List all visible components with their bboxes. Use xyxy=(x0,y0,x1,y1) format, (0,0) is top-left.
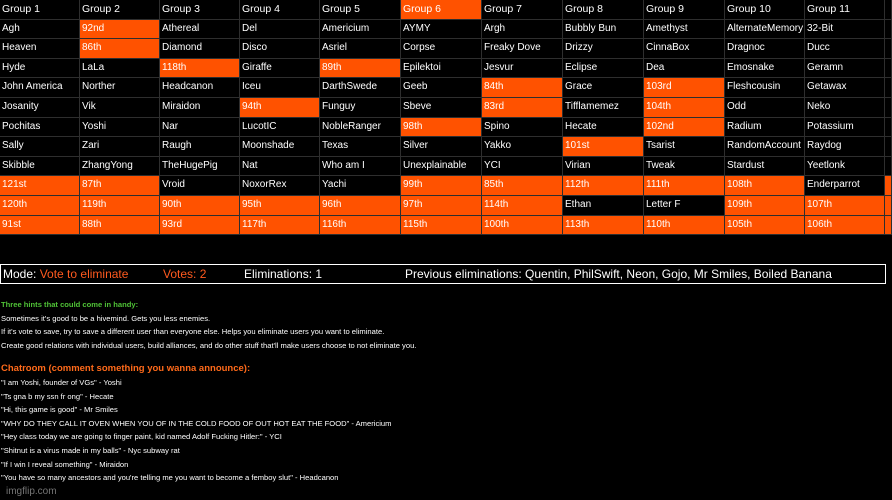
player-cell: Pochitas xyxy=(0,118,80,138)
player-cell: Spino xyxy=(482,118,563,138)
player-cell: Tsarist xyxy=(644,137,725,157)
player-cell: Yachi xyxy=(320,176,401,196)
player-cell: Nar xyxy=(160,118,240,138)
player-cell: Asriel xyxy=(320,39,401,59)
player-cell: 111th xyxy=(644,176,725,196)
spacer-cell xyxy=(885,98,892,118)
player-cell: Epilektoi xyxy=(401,59,482,79)
player-cell: NoxorRex xyxy=(240,176,320,196)
chat-message: "I am Yoshi, founder of VGs" - Yoshi xyxy=(1,378,122,387)
player-cell: Silver xyxy=(401,137,482,157)
player-cell: Giraffe xyxy=(240,59,320,79)
player-cell: 117th xyxy=(240,216,320,236)
player-cell: 95th xyxy=(240,196,320,216)
player-cell: Dea xyxy=(644,59,725,79)
player-cell: Moonshade xyxy=(240,137,320,157)
player-cell: 85th xyxy=(482,176,563,196)
player-cell: Raugh xyxy=(160,137,240,157)
chat-message: "WHY DO THEY CALL IT OVEN WHEN YOU OF IN THE COLD FOOD OF OUT HOT EAT THE FOOD" - Americium xyxy=(1,418,392,428)
chat-message: "Ts gna b my ssn fr ong" - Hecate xyxy=(1,391,114,401)
player-cell: LaLa xyxy=(80,59,160,79)
player-cell: Dragnoc xyxy=(725,39,805,59)
player-cell: 107th xyxy=(805,196,885,216)
mode-value: Vote to eliminate xyxy=(39,267,129,281)
player-cell: AlternateMemory xyxy=(725,20,805,40)
player-cell: Vik xyxy=(80,98,160,118)
player-cell: AYMY xyxy=(401,20,482,40)
player-cell: 116th xyxy=(320,216,401,236)
hints-section xyxy=(1,298,881,352)
player-cell: 105th xyxy=(725,216,805,236)
player-cell: 112th xyxy=(563,176,644,196)
hint-line: If it's vote to save, try to save a different user than everyone else. Helps you eliminate users you want to eliminate. xyxy=(1,327,385,337)
player-cell: Geramn xyxy=(805,59,885,79)
player-cell: 89th xyxy=(320,59,401,79)
player-cell: Texas xyxy=(320,137,401,157)
player-cell: YCI xyxy=(482,157,563,177)
status-bar xyxy=(0,264,886,284)
spacer-cell xyxy=(885,216,892,236)
chatroom-title: Chatroom (comment something you wanna announce): xyxy=(1,363,251,374)
previous-eliminations: Previous eliminations: Quentin, PhilSwift, Neon, Gojo, Mr Smiles, Boiled Banana xyxy=(405,267,832,281)
player-cell: 110th xyxy=(644,216,725,236)
player-cell: Tweak xyxy=(644,157,725,177)
chat-message: "Shitnut is a virus made in my balls" - Nyc subway rat xyxy=(1,445,180,455)
player-cell: 102nd xyxy=(644,118,725,138)
player-cell: Nat xyxy=(240,157,320,177)
chat-message: "You have so many ancestors and you're telling me you want to become a femboy slut" - Headcanon xyxy=(1,473,339,483)
group-header: Group 6 xyxy=(401,0,482,20)
player-cell: CinnaBox xyxy=(644,39,725,59)
player-cell: Neko xyxy=(805,98,885,118)
player-cell: Fleshcousin xyxy=(725,78,805,98)
spacer-cell xyxy=(885,78,892,98)
player-cell: 113th xyxy=(563,216,644,236)
spacer-cell xyxy=(885,20,892,40)
player-cell: Yoshi xyxy=(80,118,160,138)
hints-title: Three hints that could come in handy: xyxy=(1,300,139,309)
player-cell: DarthSwede xyxy=(320,78,401,98)
group-header: Group 1 xyxy=(0,0,80,20)
player-cell: 100th xyxy=(482,216,563,236)
player-cell: 83rd xyxy=(482,98,563,118)
imgflip-watermark: imgflip.com xyxy=(6,486,57,497)
player-cell: Hyde xyxy=(0,59,80,79)
group-header: Group 11 xyxy=(805,0,885,20)
mode-field xyxy=(3,265,128,283)
player-cell: Potassium xyxy=(805,118,885,138)
player-cell: Athereal xyxy=(160,20,240,40)
votes-count: Votes: 2 xyxy=(163,267,207,281)
player-cell: Freaky Dove xyxy=(482,39,563,59)
player-cell: Radium xyxy=(725,118,805,138)
player-cell: NobleRanger xyxy=(320,118,401,138)
player-cell: 32-Bit xyxy=(805,20,885,40)
chat-message: "If I win I reveal something" - Miraidon xyxy=(1,459,129,469)
player-cell: 115th xyxy=(401,216,482,236)
player-cell: LucotIC xyxy=(240,118,320,138)
player-cell: Headcanon xyxy=(160,78,240,98)
group-header: Group 9 xyxy=(644,0,725,20)
player-cell: Unexplainable xyxy=(401,157,482,177)
spacer-cell xyxy=(885,39,892,59)
player-cell: Stardust xyxy=(725,157,805,177)
player-cell: Tifflamemez xyxy=(563,98,644,118)
player-cell: Drizzy xyxy=(563,39,644,59)
player-cell: 98th xyxy=(401,118,482,138)
player-cell: Virian xyxy=(563,157,644,177)
player-cell: Disco xyxy=(240,39,320,59)
player-cell: 121st xyxy=(0,176,80,196)
group-header: Group 4 xyxy=(240,0,320,20)
player-cell: 120th xyxy=(0,196,80,216)
player-cell: Skibble xyxy=(0,157,80,177)
player-cell: Ethan xyxy=(563,196,644,216)
player-cell: Getawax xyxy=(805,78,885,98)
player-cell: Bubbly Bun xyxy=(563,20,644,40)
player-cell: Ducc xyxy=(805,39,885,59)
spacer-cell xyxy=(885,157,892,177)
spacer-cell xyxy=(885,0,892,20)
player-cell: Diamond xyxy=(160,39,240,59)
player-cell: 86th xyxy=(80,39,160,59)
player-cell: Amethyst xyxy=(644,20,725,40)
spacer-cell xyxy=(885,176,892,196)
player-cell: RandomAccount xyxy=(725,137,805,157)
player-cell: Argh xyxy=(482,20,563,40)
player-cell: 109th xyxy=(725,196,805,216)
player-cell: Yakko xyxy=(482,137,563,157)
player-cell: 92nd xyxy=(80,20,160,40)
player-cell: 84th xyxy=(482,78,563,98)
player-cell: Del xyxy=(240,20,320,40)
player-cell: 106th xyxy=(805,216,885,236)
player-cell: Sally xyxy=(0,137,80,157)
player-cell: TheHugePig xyxy=(160,157,240,177)
spacer-cell xyxy=(885,196,892,216)
player-cell: Enderparrot xyxy=(805,176,885,196)
group-header: Group 10 xyxy=(725,0,805,20)
player-cell: Zari xyxy=(80,137,160,157)
player-cell: 108th xyxy=(725,176,805,196)
player-cell: Josanity xyxy=(0,98,80,118)
player-cell: Eclipse xyxy=(563,59,644,79)
player-cell: 97th xyxy=(401,196,482,216)
groups-grid xyxy=(0,0,892,235)
player-cell: Sbeve xyxy=(401,98,482,118)
player-cell: Agh xyxy=(0,20,80,40)
player-cell: Raydog xyxy=(805,137,885,157)
player-cell: Yeetlonk xyxy=(805,157,885,177)
player-cell: Odd xyxy=(725,98,805,118)
spacer-cell xyxy=(885,118,892,138)
group-header: Group 5 xyxy=(320,0,401,20)
player-cell: John America xyxy=(0,78,80,98)
chatroom-section xyxy=(1,362,881,485)
player-cell: Grace xyxy=(563,78,644,98)
player-cell: Geeb xyxy=(401,78,482,98)
player-cell: Jesvur xyxy=(482,59,563,79)
player-cell: ZhangYong xyxy=(80,157,160,177)
player-cell: 88th xyxy=(80,216,160,236)
player-cell: Hecate xyxy=(563,118,644,138)
player-cell: 104th xyxy=(644,98,725,118)
player-cell: 91st xyxy=(0,216,80,236)
player-cell: 118th xyxy=(160,59,240,79)
spacer-cell xyxy=(885,137,892,157)
group-header: Group 7 xyxy=(482,0,563,20)
eliminations-count: Eliminations: 1 xyxy=(244,267,323,281)
group-header: Group 2 xyxy=(80,0,160,20)
player-cell: Who am I xyxy=(320,157,401,177)
player-cell: 99th xyxy=(401,176,482,196)
player-cell: Iceu xyxy=(240,78,320,98)
mode-label: Mode: xyxy=(3,267,37,281)
player-cell: 119th xyxy=(80,196,160,216)
player-cell: Vroid xyxy=(160,176,240,196)
chat-message: "Hi, this game is good" - Mr Smiles xyxy=(1,405,118,415)
player-cell: 103rd xyxy=(644,78,725,98)
spacer-cell xyxy=(885,59,892,79)
player-cell: Funguy xyxy=(320,98,401,118)
player-cell: 90th xyxy=(160,196,240,216)
player-cell: Letter F xyxy=(644,196,725,216)
player-cell: 94th xyxy=(240,98,320,118)
player-cell: 87th xyxy=(80,176,160,196)
player-cell: 101st xyxy=(563,137,644,157)
player-cell: Corpse xyxy=(401,39,482,59)
player-cell: Emosnake xyxy=(725,59,805,79)
player-cell: 114th xyxy=(482,196,563,216)
group-header: Group 8 xyxy=(563,0,644,20)
player-cell: Norther xyxy=(80,78,160,98)
player-cell: Americium xyxy=(320,20,401,40)
hint-line: Sometimes it's good to be a hivemind. Gets you less enemies. xyxy=(1,313,211,323)
hint-line: Create good relations with individual users, build alliances, and do other stuff that'll make users choose to not eliminate you. xyxy=(1,340,417,350)
player-cell: Heaven xyxy=(0,39,80,59)
player-cell: 96th xyxy=(320,196,401,216)
player-cell: Miraidon xyxy=(160,98,240,118)
player-cell: 93rd xyxy=(160,216,240,236)
group-header: Group 3 xyxy=(160,0,240,20)
chat-message: "Hey class today we are going to finger paint, kid named Adolf Fucking Hitler:" - YCI xyxy=(1,432,282,442)
